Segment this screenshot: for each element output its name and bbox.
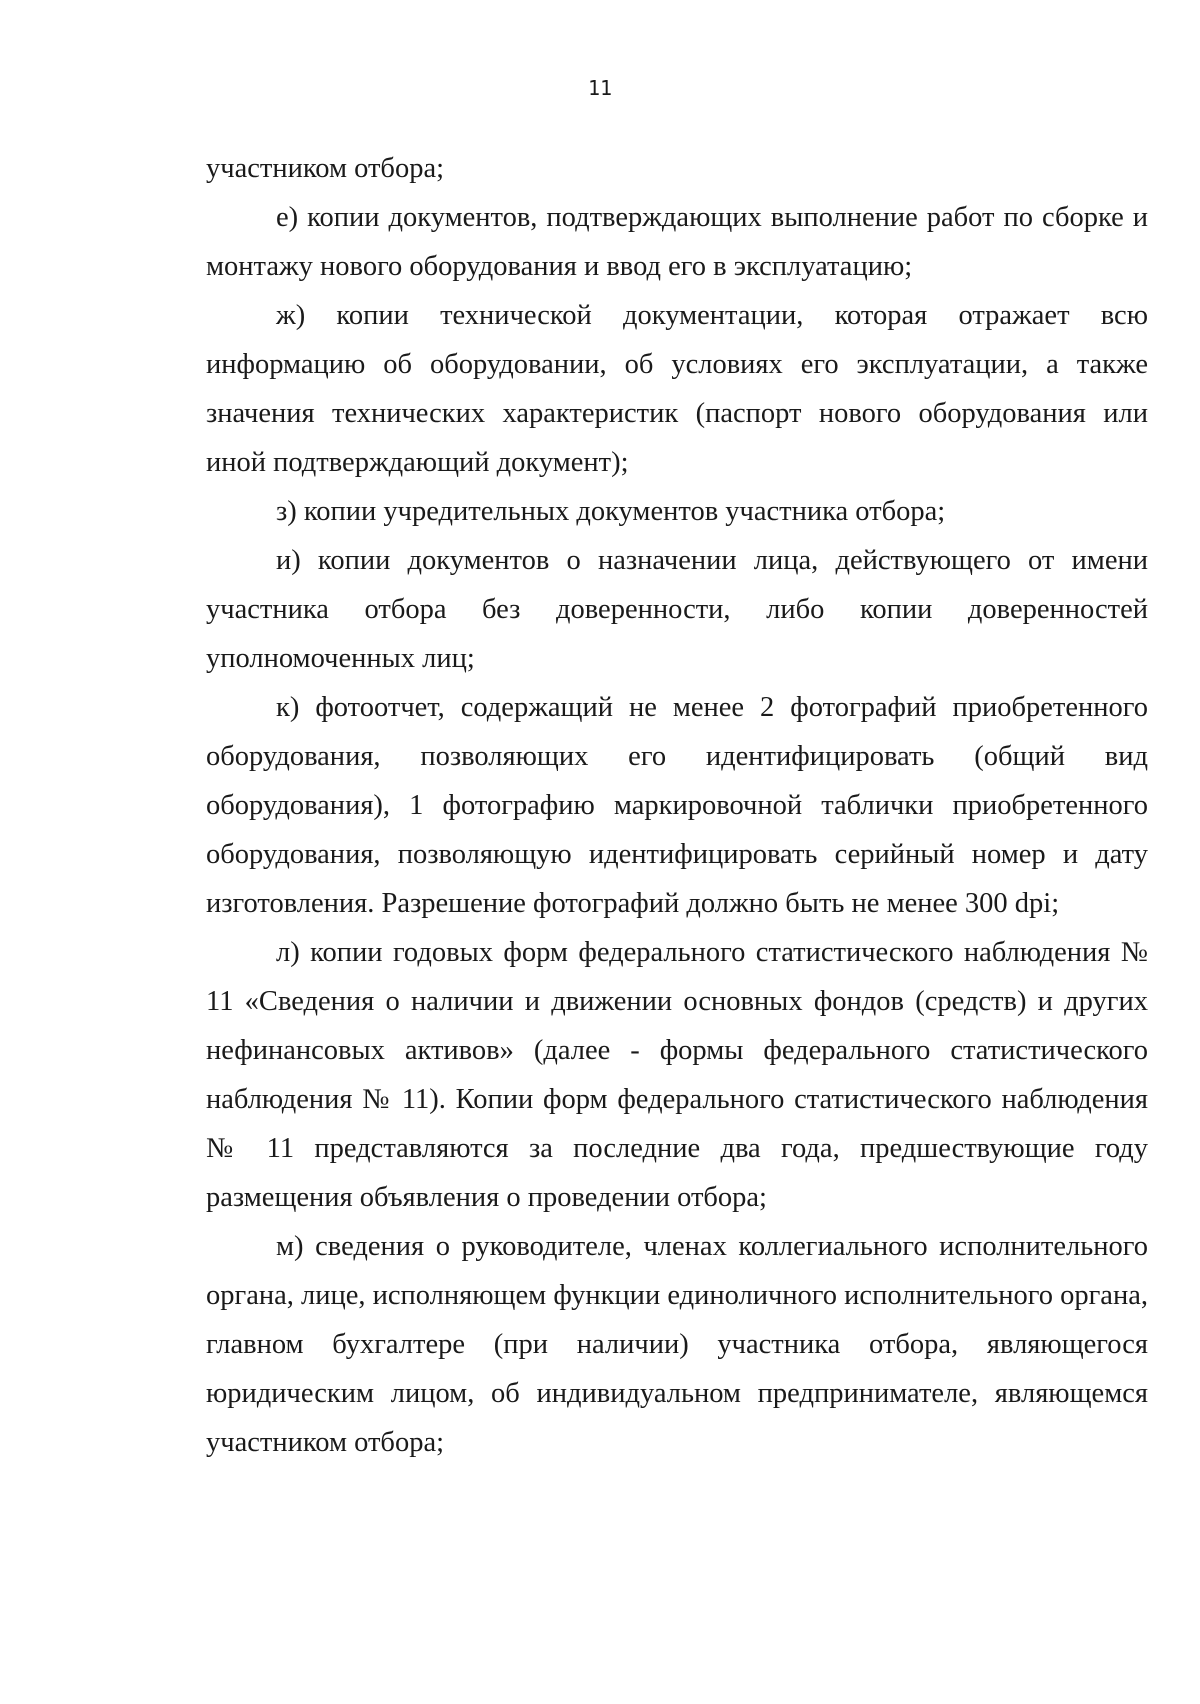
paragraph-item-m: м) сведения о руководителе, членах коллегиального исполнительного органа, лице, исполняющем функции единоличного исполнительного органа, главном бухгалтере (при наличии) участника отбора, являющегося юридическим лицом, об индивидуальном предпринимателе, являющемся участником отбора; xyxy=(206,1231,1148,1458)
paragraph-item-l: л) копии годовых форм федерального статистического наблюдения № 11 «Сведения о наличии и движении основных фондов (средств) и других нефинансовых активов» (далее - формы федерального статистического наблюдения № 11). Копии форм федерального статистического наблюдения № 11 представляются за последние два года, предшествующие году размещения объявления о проведении отбора; xyxy=(206,937,1148,1213)
paragraph-item-zh: ж) копии технической документации, которая отражает всю информацию об оборудовании, об условиях его эксплуатации, а также значения технических характеристик (паспорт нового оборудования или иной подтверждающий документ); xyxy=(206,300,1148,478)
document-body xyxy=(206,144,1148,1467)
paragraph-continuation: участником отбора; xyxy=(206,153,445,184)
paragraph-item-k: к) фотоотчет, содержащий не менее 2 фотографий приобретенного оборудования, позволяющих его идентифицировать (общий вид оборудования), 1 фотографию маркировочной таблички приобретенного оборудования, позволяющую идентифицировать серийный номер и дату изготовления. Разрешение фотографий должно быть не менее 300 dpi; xyxy=(206,692,1148,919)
paragraph-item-i: и) копии документов о назначении лица, действующего от имени участника отбора без доверенности, либо копии доверенностей уполномоченных лиц; xyxy=(206,545,1148,674)
paragraph-item-e: е) копии документов, подтверждающих выполнение работ по сборке и монтажу нового оборудования и ввод его в эксплуатацию; xyxy=(206,202,1148,282)
paragraph-item-z: з) копии учредительных документов участника отбора; xyxy=(276,496,946,527)
page-number: 11 xyxy=(587,76,613,100)
